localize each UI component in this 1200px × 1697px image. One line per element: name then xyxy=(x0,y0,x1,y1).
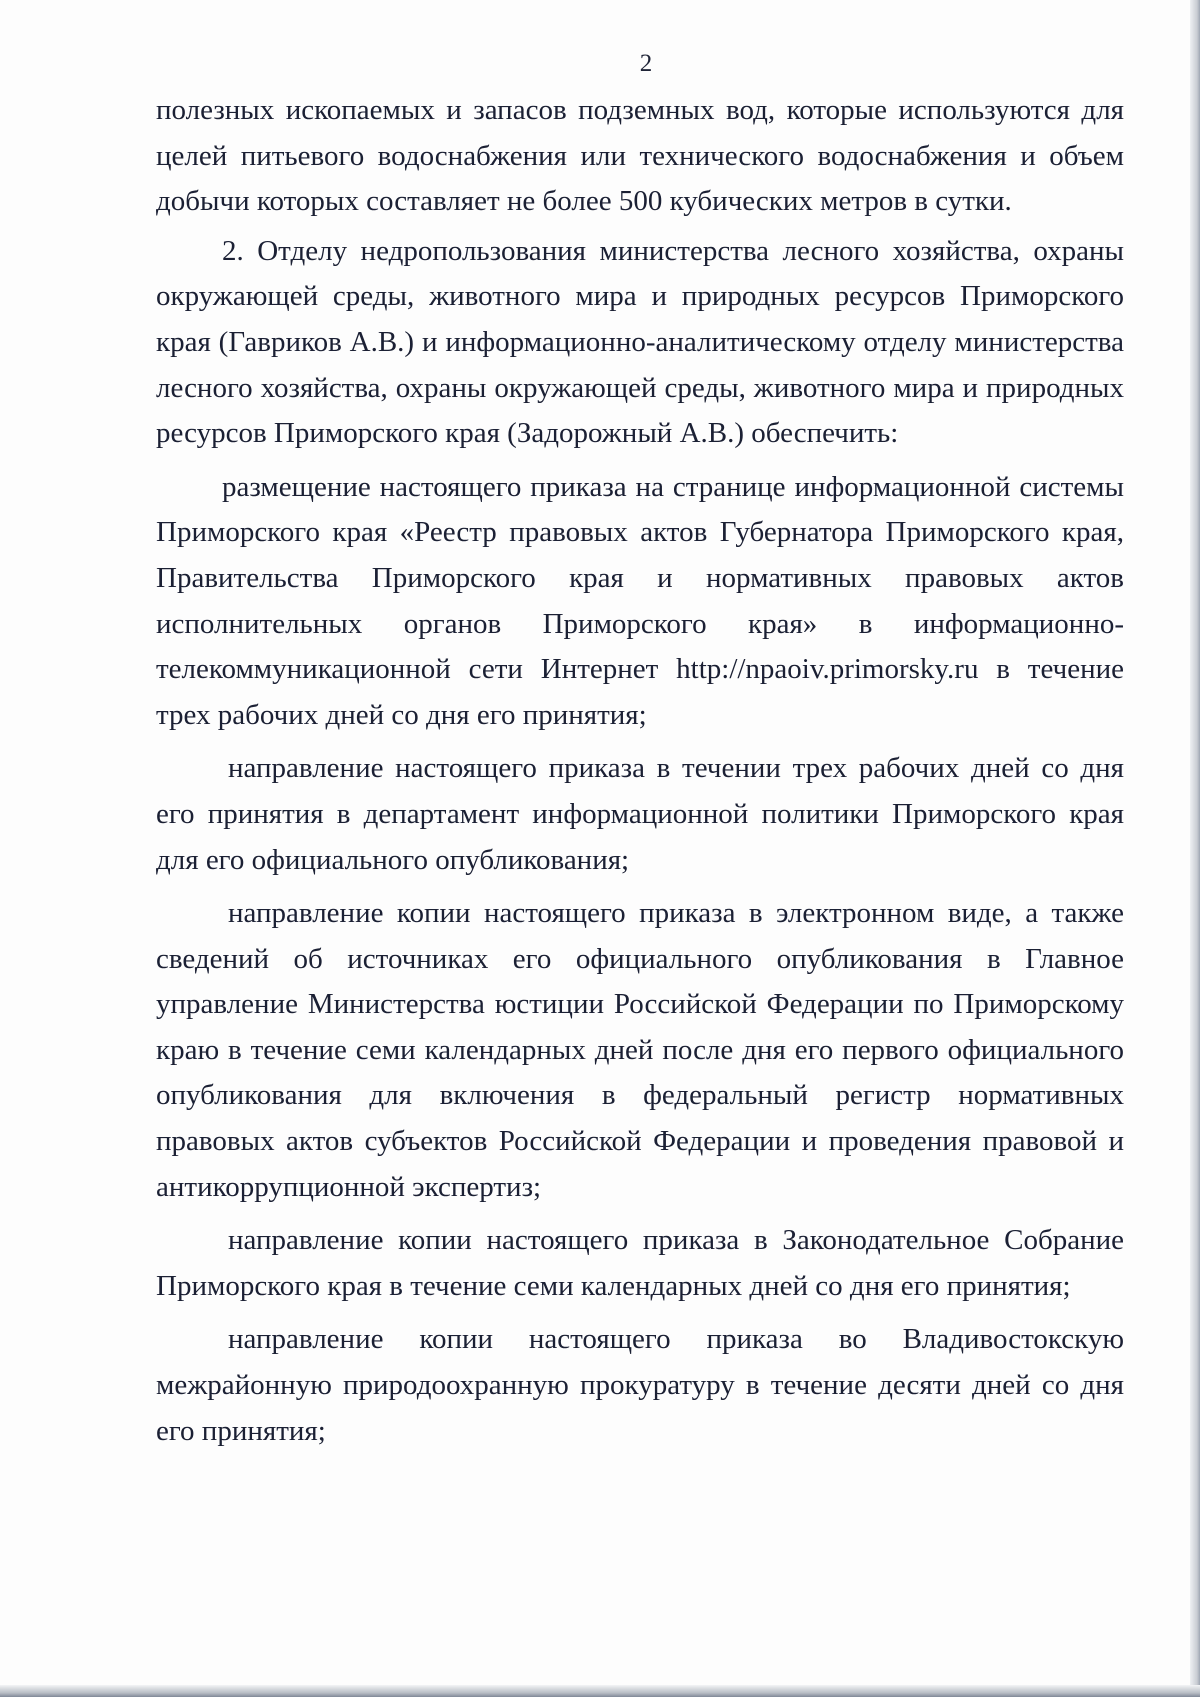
paragraph-justice-ministry: направление копии настоящего приказа в электронном виде, а также сведений об источниках его официального опубликования в Главное управление Министерства юстиции Российской Федерации по Приморскому краю в течение семи календарных дней после дня его первого официального опубликования для включения в федеральный регистр нормативных правовых актов субъектов Российской Федерации и проведения правовой и антикоррупционной экспертиз; xyxy=(156,897,1124,1203)
paragraph-legislative-assembly: направление копии настоящего приказа в Законодательное Собрание Приморского края в течение семи календарных дней со дня его принятия; xyxy=(156,1224,1124,1302)
page-number: 2 xyxy=(639,50,653,77)
scan-edge-right xyxy=(1190,0,1200,1697)
scan-edge-bottom xyxy=(0,1685,1200,1697)
paragraph-prosecutor-office: направление копии настоящего приказа во Владивостокскую межрайонную природоохранную прокуратуру в течение десяти дней со дня его принятия; xyxy=(156,1323,1124,1447)
paragraph-registry-placement: размещение настоящего приказа на странице информационной системы Приморского края «Реестр правовых актов Губернатора Приморского края, Правительства Приморского края и нормативных правовых актов исполнительных органов Приморского края» в информационно-телекоммуникационной сети Интернет http://npaoiv.primorsky.ru в течение трех рабочих дней со дня его принятия; xyxy=(156,470,1124,731)
document-body xyxy=(156,88,1124,1454)
paragraph-publication-department: направление настоящего приказа в течении трех рабочих дней со дня его принятия в департамент информационной политики Приморского края для его официального опубликования; xyxy=(156,752,1124,876)
paragraph-item-2: 2. Отделу недропользования министерства лесного хозяйства, охраны окружающей среды, животного мира и природных ресурсов Приморского края (Гавриков А.В.) и информационно-аналитическому отделу министерства лесного хозяйства, охраны окружающей среды, животного мира и природных ресурсов Приморского края (Задорожный А.В.) обеспечить: xyxy=(156,234,1124,450)
paragraph-continuation: полезных ископаемых и запасов подземных вод, которые используются для целей питьевого водоснабжения или технического водоснабжения и объем добычи которых составляет не более 500 кубических метров в сутки. xyxy=(156,94,1124,218)
